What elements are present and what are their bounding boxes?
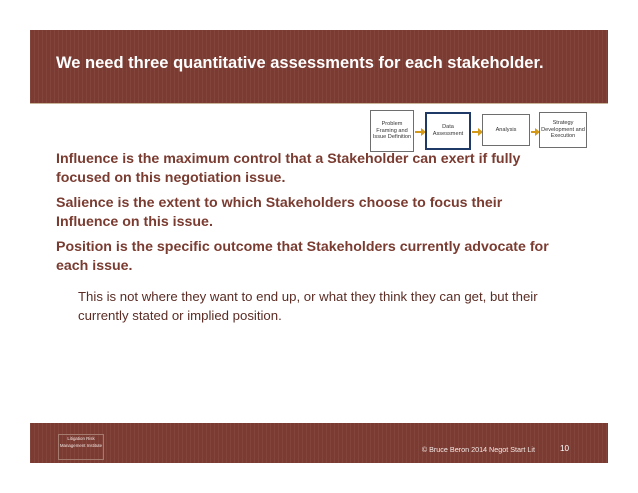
footer-copyright: © Bruce Beron 2014 Negot Start Lit [421, 445, 535, 454]
slide [30, 30, 608, 463]
salience-definition: Salience is the extent to which Stakeholders choose to focus their Influence on this issue. [56, 195, 503, 230]
slide-title: We need three quantitative assessments for each stakeholder. [56, 54, 544, 72]
institute-logo: Litigation Risk Management Institute [58, 434, 104, 460]
process-flow [30, 30, 608, 170]
footer-band [30, 423, 608, 463]
flow-step-analysis: Analysis [482, 114, 530, 146]
flow-arrow [531, 131, 536, 133]
flow-step-problem-framing: Problem Framing and Issue Definition [370, 110, 414, 152]
position-note: This is not where they want to end up, or what they think they can get, but their currently stated or implied position. [78, 289, 538, 323]
page-number: 10 [560, 444, 570, 453]
position-definition: Position is the specific outcome that Stakeholders currently advocate for each issue. [56, 239, 549, 274]
flow-step-strategy: Strategy Development and Execution [539, 112, 587, 148]
influence-definition: Influence is the maximum control that a Stakeholder can exert if fully focused on this negotiation issue. [56, 151, 521, 186]
flow-arrow [472, 131, 479, 133]
flow-step-data-assessment: Data Assessment [425, 112, 471, 150]
flow-arrow [415, 131, 422, 133]
